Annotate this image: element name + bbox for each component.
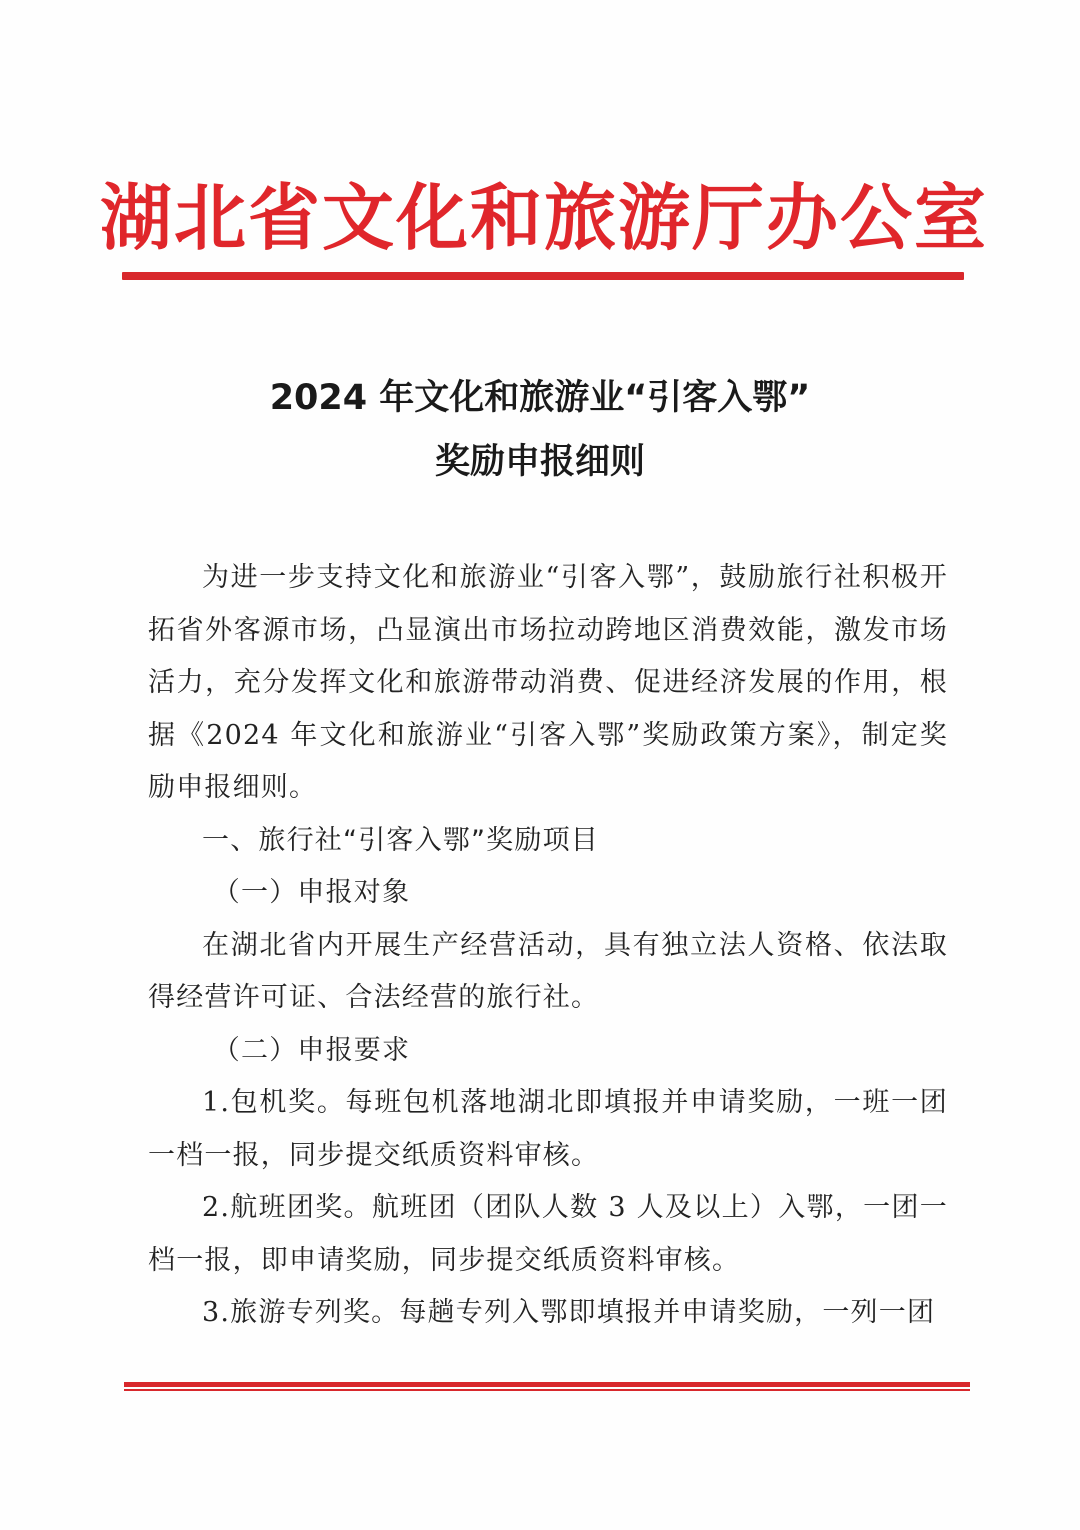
subsection-heading-1: （一）申报对象 — [212, 877, 411, 908]
section-heading-1: 一、旅行社“引客入鄂”奖励项目 — [202, 824, 599, 856]
intro-paragraph: 为进一步支持文化和旅游业“引客入鄂”，鼓励旅行社积极开拓省外客源市场，凸显演出市场拉动跨地区消费效能，激发市场活力，充分发挥文化和旅游带动消费、促进经济发展的作用，根据《2024 年文化和旅游业“引客入鄂”奖励政策方案》，制定奖励申报细则。 — [148, 562, 948, 803]
requirement-item-1: 1.包机奖。每班包机落地湖北即填报并申请奖励，一班一团一档一报，同步提交纸质资料审核。 — [148, 1087, 948, 1171]
document-title — [100, 366, 980, 494]
requirement-item-2: 2.航班团奖。航班团（团队人数 3 人及以上）入鄂，一团一档一报，即申请奖励，同步提交纸质资料审核。 — [148, 1192, 948, 1276]
subsection-heading-2: （二）申报要求 — [212, 1034, 411, 1066]
footer-red-rule — [124, 1382, 970, 1391]
masthead-red-rule — [122, 272, 964, 280]
title-line-1: 2024 年文化和旅游业“引客入鄂” — [269, 378, 811, 418]
requirement-item-3: 3.旅游专列奖。每趟专列入鄂即填报并申请奖励，一列一团 — [202, 1297, 936, 1328]
masthead-org-name: 湖北省文化和旅游厅办公室 — [100, 176, 989, 260]
footer-red-rule-thick — [124, 1382, 970, 1387]
subsection-1-paragraph: 在湖北省内开展生产经营活动，具有独立法人资格、依法取得经营许可证、合法经营的旅行社。 — [148, 929, 948, 1013]
title-line-2: 奖励申报细则 — [434, 442, 645, 482]
footer-red-rule-thin — [124, 1389, 970, 1391]
document-body — [148, 552, 948, 1340]
